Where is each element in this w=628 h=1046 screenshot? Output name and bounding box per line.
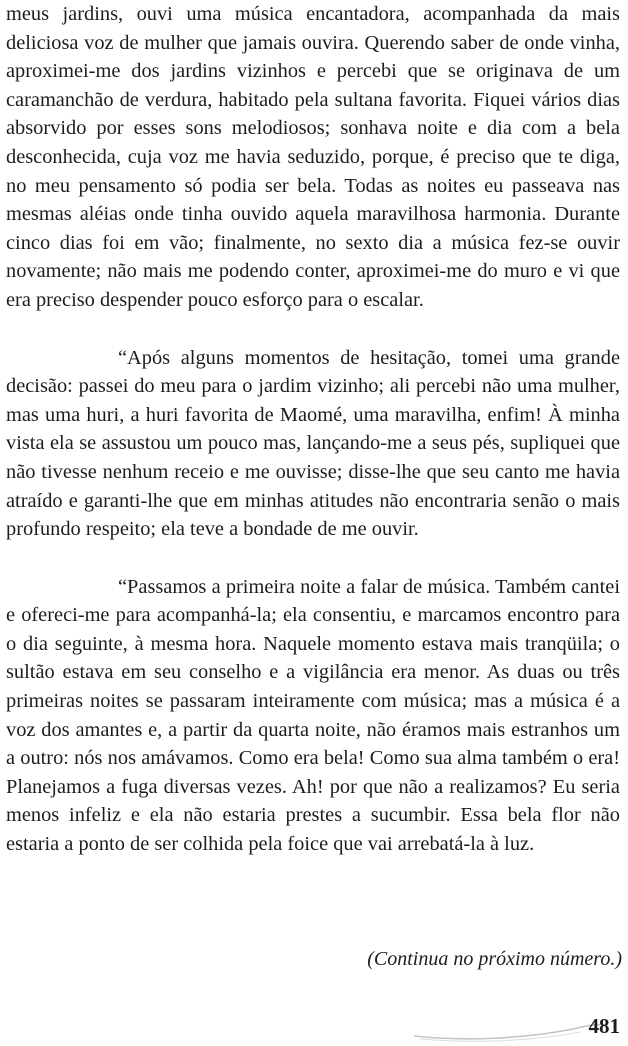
page-number: 481 [588, 1014, 620, 1038]
paragraph-2: “Após alguns momentos de hesitação, tomei uma grande decisão: passei do meu para o jardim vizinho; ali percebi não uma mulher, mas uma huri, a huri favorita de Maomé, uma maravilha, enfim! À minha vista ela se assustou um pouco mas, lançando-me a seus pés, supliquei que não tivesse nenhum receio e me ouvisse; disse-lhe que seu canto me havia atraído e garanti-lhe que em minhas atitudes não encontraria senão o mais profundo respeito; ela teve a bondade de me ouvir. [6, 346, 620, 541]
paragraph-3: “Passamos a primeira noite a falar de música. Também cantei e ofereci-me para acompanhá-la; ela consentiu, e marcamos encontro para o dia seguinte, à mesma hora. Naquele momento estava mais tranqüila; o sultão estava em seu conselho e a vigilância era menor. As duas ou três primeiras noites se passaram inteiramente com música; mas a música é a voz dos amantes e, a partir da quarta noite, não éramos mais estranhos um a outro: nós nos amávamos. Como era bela! Como sua alma também o era! Planejamos a fuga diversas vezes. Ah! por que não a realizamos? Eu seria menos infeliz e ela não estaria prestes a sucumbir. Essa bela flor não estaria a ponto de ser colhida pela foice que vai arrebatá-la à luz. [6, 575, 620, 856]
continuation-note: (Continua no próximo número.) [367, 948, 622, 970]
paragraph-1: meus jardins, ouvi uma música encantadora, acompanhada da mais deliciosa voz de mulher que jamais ouvira. Querendo saber de onde vinha, aproximei-me dos jardins vizinhos e percebi que se originava de um caramanchão de verdura, habitado pela sultana favorita. Fiquei vários dias absorvido por esses sons melodiosos; sonhava noite e dia com a bela desconhecida, cuja voz me havia seduzido, porque, é preciso que te diga, no meu pensamento só podia ser bela. Todas as noites eu passeava nas mesmas aléias onde tinha ouvido aquela maravilhosa harmonia. Durante cinco dias foi em vão; finalmente, no sexto dia a música fez-se ouvir novamente; não mais me podendo conter, aproximei-me do muro e vi que era preciso despender pouco esforço para o escalar. [6, 3, 620, 311]
page-number-swoosh-ornament [410, 1010, 610, 1044]
page-body [6, 0, 620, 859]
